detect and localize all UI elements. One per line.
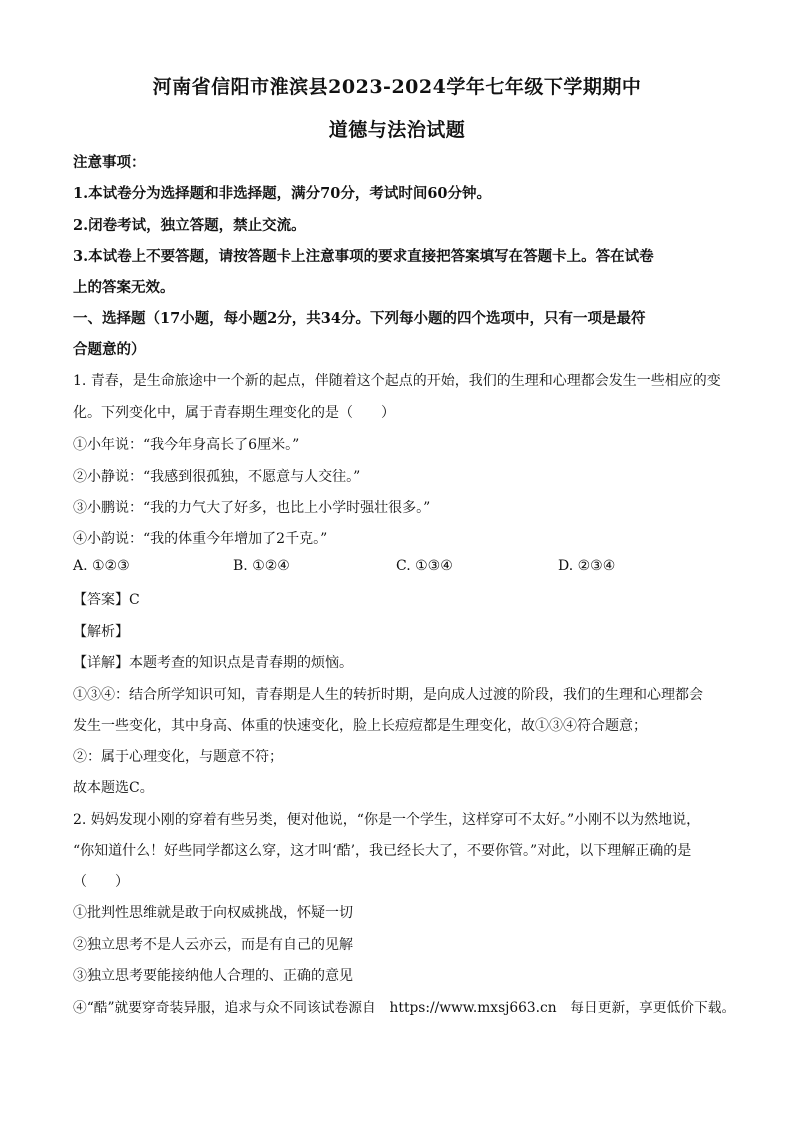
q1-conclusion: 故本题选C。 xyxy=(73,780,154,796)
q2-item-4: ④“酷”就要穿奇装异服，追求与众不同该试卷源自 https://www.mxsj663.cn 每日更新，享更低价下载。 xyxy=(73,1000,736,1016)
q1-answer: 【答案】C xyxy=(73,592,140,608)
section-heading-line1: 一、选择题（17小题，每小题2分，共34分。下列每小题的四个选项中，只有一项是最符 xyxy=(73,310,646,327)
exam-title-line2: 道德与法治试题 xyxy=(328,119,466,141)
q1-item-1: ①小年说：“我今年身高长了6厘米。” xyxy=(73,437,300,453)
q2-stem-line2: “你知道什么！好些同学都这么穿，这才叫‘酷’，我已经长大了，不要你管。”对此，以下理解正确的是 xyxy=(73,843,692,859)
q1-explanation-1-line1: ①③④：结合所学知识可知，青春期是人生的转折时期，是向成人过渡的阶段，我们的生理和心理都会 xyxy=(73,687,703,703)
q1-item-3: ③小鹏说：“我的力气大了好多，也比上小学时强壮很多。” xyxy=(73,500,431,516)
q1-explanation-2: ②：属于心理变化，与题意不符； xyxy=(73,749,283,765)
notice-item-1: 1.本试卷分为选择题和非选择题，满分70分，考试时间60分钟。 xyxy=(73,185,491,202)
notice-item-3-line2: 上的答案无效。 xyxy=(73,279,175,296)
q1-analysis-tag: 【解析】 xyxy=(73,624,129,640)
exam-title-line1: 河南省信阳市淮滨县2023-2024学年七年级下学期期中 xyxy=(152,76,642,98)
notice-item-2: 2.闭卷考试，独立答题，禁止交流。 xyxy=(73,217,306,234)
q1-option-d: D. ②③④ xyxy=(558,558,616,574)
q2-item-1: ①批判性思维就是敢于向权威挑战，怀疑一切 xyxy=(73,905,353,921)
q1-explanation-1-line2: 发生一些变化，其中身高、体重的快速变化，脸上长痘痘都是生理变化，故①③④符合题意； xyxy=(73,718,647,734)
q1-option-b: B. ①②④ xyxy=(233,558,290,574)
q2-item-3: ③独立思考要能接纳他人合理的、正确的意见 xyxy=(73,968,353,984)
q1-stem-line1: 1. 青春，是生命旅途中一个新的起点，伴随着这个起点的开始，我们的生理和心理都会发生一些相应的变 xyxy=(73,373,721,389)
q1-item-4: ④小韵说：“我的体重今年增加了2千克。” xyxy=(73,531,328,547)
q1-stem-line2: 化。下列变化中，属于青春期生理变化的是（ ） xyxy=(73,405,395,421)
q2-item-2: ②独立思考不是人云亦云，而是有自己的见解 xyxy=(73,937,353,953)
q1-option-c: C. ①③④ xyxy=(396,558,453,574)
notice-heading: 注意事项： xyxy=(73,154,146,171)
q1-detail: 【详解】本题考查的知识点是青春期的烦恼。 xyxy=(73,655,353,671)
notice-item-3-line1: 3.本试卷上不要答题，请按答题卡上注意事项的要求直接把答案填写在答题卡上。答在试卷 xyxy=(73,248,654,265)
section-heading-line2: 合题意的） xyxy=(73,341,146,358)
q1-item-2: ②小静说：“我感到很孤独，不愿意与人交往。” xyxy=(73,469,361,485)
q1-option-a: A. ①②③ xyxy=(73,558,130,574)
q2-stem-line1: 2. 妈妈发现小刚的穿着有些另类，便对他说，“你是一个学生，这样穿可不太好。”小刚不以为然地说， xyxy=(73,812,701,828)
q2-stem-line3: （ ） xyxy=(73,874,129,890)
